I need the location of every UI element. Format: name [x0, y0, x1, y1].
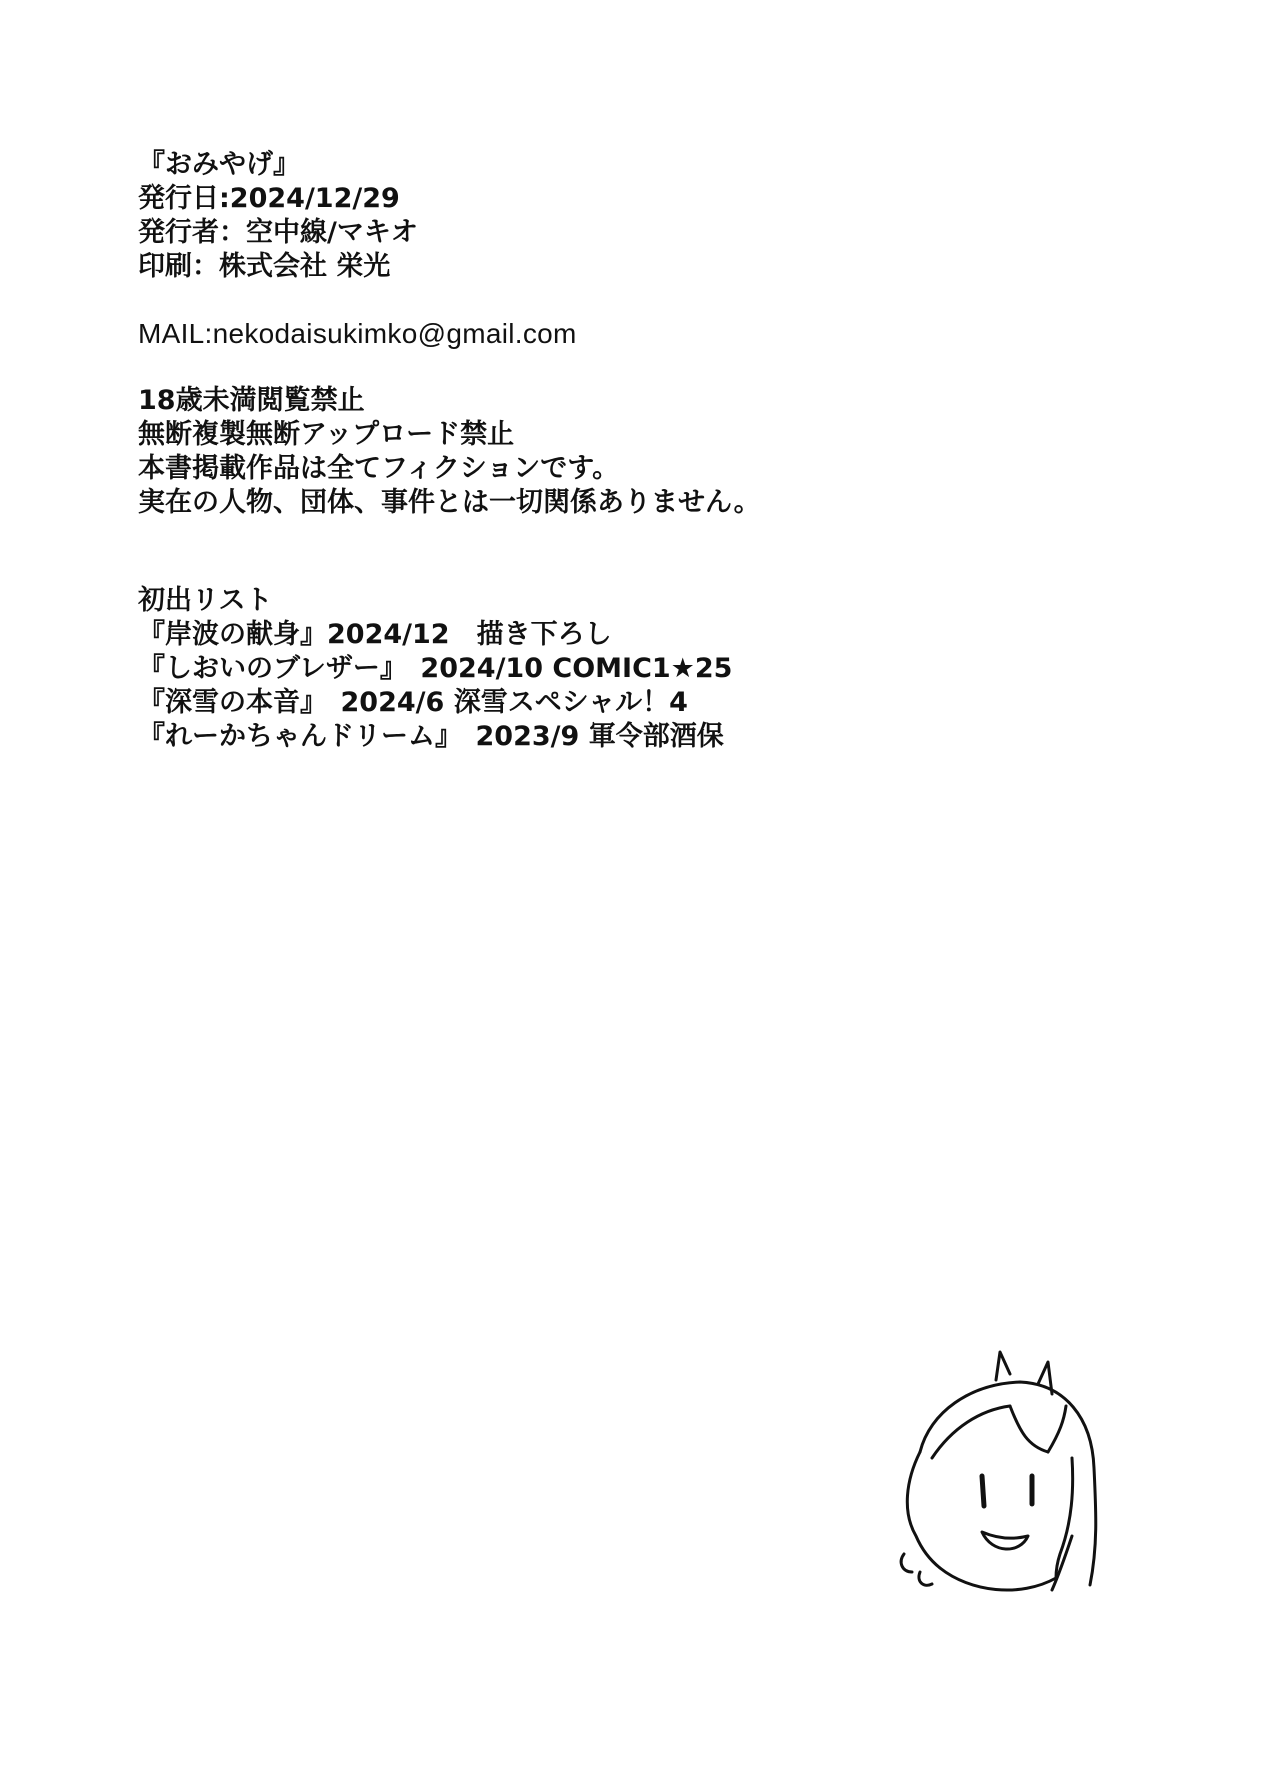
notice-line: 無断複製無断アップロード禁止: [138, 419, 515, 450]
issue-date: 発行日:2024/12/29: [138, 183, 400, 214]
printer: 印刷：株式会社 栄光: [138, 251, 391, 282]
first-appearance-item: 『れーかちゃんドリーム』 2023/9 軍令部酒保: [138, 721, 724, 752]
publisher: 発行者：空中線/マキオ: [138, 217, 418, 248]
notice-line: 本書掲載作品は全てフィクションです。: [138, 453, 620, 484]
first-appearance-heading: 初出リスト: [138, 585, 273, 616]
book-title: 『おみやげ』: [138, 149, 300, 180]
notice-line: 実在の人物、団体、事件とは一切関係ありません。: [138, 487, 761, 518]
author-sketch-illustration: [860, 1340, 1120, 1640]
first-appearance-item: 『深雪の本音』 2024/6 深雪スペシャル！4: [138, 687, 688, 718]
first-appearance-item: 『岸波の献身』2024/12 描き下ろし: [138, 619, 612, 650]
mail-address: MAIL:nekodaisukimko@gmail.com: [138, 318, 577, 349]
first-appearance-item: 『しおいのブレザー』 2024/10 COMIC1★25: [138, 653, 733, 684]
colophon: [138, 148, 761, 754]
notice-line: 18歳未満閲覧禁止: [138, 385, 365, 416]
